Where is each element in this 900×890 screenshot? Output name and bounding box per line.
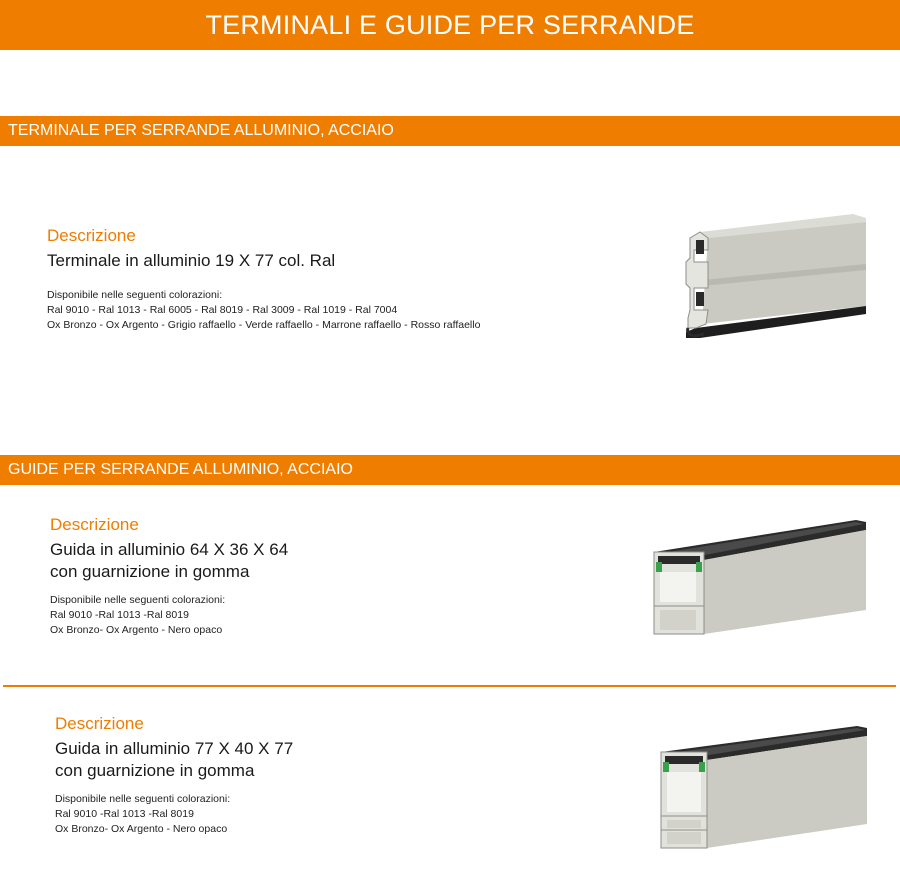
product-title <box>47 250 480 272</box>
product-title-line: Guida in alluminio 64 X 36 X 64 <box>50 540 289 559</box>
product-guida-64 <box>50 515 288 638</box>
availability-block <box>47 288 480 333</box>
color-list-line: Ox Bronzo- Ox Argento - Nero opaco <box>55 823 228 835</box>
section-header-guide: GUIDE PER SERRANDE ALLUMINIO, ACCIAIO <box>0 455 900 485</box>
terminale-profile-image <box>678 210 868 345</box>
availability-intro: Disponibile nelle seguenti colorazioni: <box>47 289 223 301</box>
product-title-line: con guarnizione in gomma <box>55 761 255 780</box>
availability-intro: Disponibile nelle seguenti colorazioni: <box>50 594 226 606</box>
color-list-line: Ral 9010 -Ral 1013 -Ral 8019 <box>55 808 194 820</box>
product-guida-77 <box>55 714 293 837</box>
guida-64-profile-image <box>650 518 866 638</box>
product-divider <box>3 685 896 687</box>
description-label: Descrizione <box>47 226 136 245</box>
description-label: Descrizione <box>50 515 139 534</box>
color-list-line: Ral 9010 -Ral 1013 -Ral 8019 <box>50 609 189 621</box>
guida-77-profile-image <box>655 726 867 850</box>
product-title-line: con guarnizione in gomma <box>50 562 250 581</box>
description-label: Descrizione <box>55 714 144 733</box>
product-terminale <box>47 226 480 333</box>
product-title <box>50 539 288 583</box>
availability-intro: Disponibile nelle seguenti colorazioni: <box>55 793 231 805</box>
availability-block <box>50 593 288 638</box>
page-title: TERMINALI E GUIDE PER SERRANDE <box>0 0 900 50</box>
color-list-line: Ox Bronzo- Ox Argento - Nero opaco <box>50 624 223 636</box>
product-title-line: Terminale in alluminio 19 X 77 col. Ral <box>47 251 336 270</box>
section-header-terminale: TERMINALE PER SERRANDE ALLUMINIO, ACCIAIO <box>0 116 900 146</box>
product-title-line: Guida in alluminio 77 X 40 X 77 <box>55 739 294 758</box>
color-list-line: Ral 9010 - Ral 1013 - Ral 6005 - Ral 8019 - Ral 3009 - Ral 1019 - Ral 7004 <box>47 304 398 316</box>
availability-block <box>55 792 293 837</box>
product-title <box>55 738 293 782</box>
color-list-line: Ox Bronzo - Ox Argento - Grigio raffaello - Verde raffaello - Marrone raffaello - Rosso raffaello <box>47 319 481 331</box>
